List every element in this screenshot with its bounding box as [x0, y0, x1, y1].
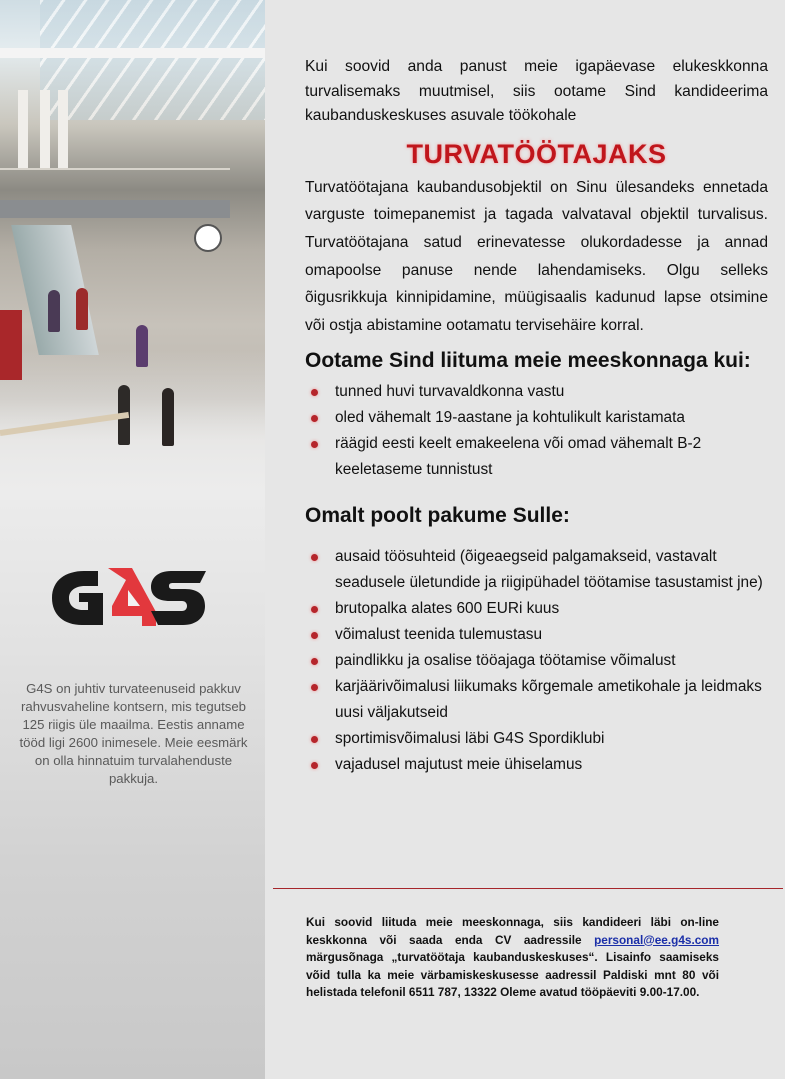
- list-item: [305, 405, 768, 431]
- roof-beam: [0, 48, 265, 58]
- intro-text: Kui soovid anda panust meie igapäevase elukeskkonna turvalisemaks muutmisel, siis ootame Sind kandideerima kaubanduskeskuses asuvale töökohale: [305, 58, 768, 124]
- list-item-text: brutopalka alates 600 EURi kuus: [335, 599, 560, 617]
- bullet-icon: [311, 684, 318, 691]
- clock-icon: [194, 224, 222, 252]
- list-item: [305, 431, 768, 483]
- bullet-icon: [311, 658, 318, 665]
- list-item-text: võimalust teenida tulemustasu: [335, 625, 543, 643]
- sidebar: [0, 0, 265, 1079]
- column: [40, 90, 50, 170]
- column: [58, 90, 68, 170]
- requirements-heading: Ootame Sind liituma meie meeskonnaga kui:: [305, 348, 751, 372]
- column: [18, 90, 28, 170]
- job-title: TURVATÖÖTAJAKS: [406, 138, 667, 169]
- list-item-text: ausaid töösuhteid (õigeaegseid palgamakseid, vastavalt seadusele ületundide ja riigipühadel töötamise tasustamist jne): [335, 547, 763, 591]
- person: [162, 388, 174, 446]
- list-item: [305, 622, 768, 648]
- list-item: [305, 596, 768, 622]
- bullet-icon: [311, 762, 318, 769]
- list-item: [305, 379, 768, 405]
- bullet-icon: [311, 441, 318, 448]
- person: [76, 288, 88, 330]
- bullet-icon: [311, 415, 318, 422]
- company-description: G4S on juhtiv turvateenuseid pakkuv rahvusvaheline kontsern, mis tegutseb 125 riigis üle maailma. Eestis anname tööd ligi 2600 inimesele. Meie eesmärk on olla hinnatuim turvalahenduste pakkuja.: [19, 681, 248, 786]
- list-item-text: vajadusel majutust meie ühiselamus: [335, 755, 583, 773]
- person: [136, 325, 148, 367]
- contact-info: [306, 914, 719, 1002]
- list-item: [305, 752, 768, 778]
- handrail: [0, 412, 129, 436]
- job-posting: [305, 55, 768, 778]
- g4s-logo: [48, 566, 210, 630]
- contact-text: Kui soovid liituda meie meeskonnaga, siis kandideeri läbi on-line keskkonna või saada enda CV aadressile: [306, 915, 719, 947]
- bullet-icon: [311, 606, 318, 613]
- list-item: [305, 726, 768, 752]
- list-item: [305, 544, 768, 596]
- section-divider: [273, 888, 783, 889]
- list-item: [305, 648, 768, 674]
- list-item: [305, 674, 768, 726]
- bullet-icon: [311, 389, 318, 396]
- list-item-text: oled vähemalt 19-aastane ja kohtulikult karistamata: [335, 408, 685, 426]
- email-link[interactable]: personal@ee.g4s.com: [594, 932, 719, 947]
- bullet-icon: [311, 736, 318, 743]
- person: [48, 290, 60, 332]
- glass-roof: [40, 0, 265, 120]
- list-item-text: karjäärivõimalusi liikumaks kõrgemale ametikohale ja leidmaks uusi väljakutseid: [335, 677, 762, 721]
- list-item-text: tunned huvi turvavaldkonna vastu: [335, 382, 565, 400]
- balcony: [0, 200, 230, 218]
- requirements-list: [305, 379, 768, 483]
- list-item-text: räägid eesti keelt emakeelena või omad vähemalt B-2 keeletaseme tunnistust: [335, 434, 702, 478]
- list-item-text: sportimisvõimalusi läbi G4S Spordiklubi: [335, 729, 605, 747]
- job-description: Turvatöötajana kaubandusobjektil on Sinu ülesandeks ennetada varguste toimepanemist ja tagada valvataval objektil turvalisus. Turvatöötajana satud erinevatesse olukordadesse ja annad omapoolse panuse nende lahendamiseks. Olgu selleks õigusrikkuja kinnipidamine, müügisaalis kadunud lapse otsimine või ostja abistamine ootamatu tervisehäire korral.: [305, 178, 768, 335]
- bullet-icon: [311, 554, 318, 561]
- balcony-rail: [0, 168, 230, 170]
- offer-heading: Omalt poolt pakume Sulle:: [305, 503, 570, 527]
- contact-text: märgusõnaga „turvatöötaja kaubanduskeskuses“. Lisainfo saamiseks võid tulla ka meie värbamiskeskusesse aadressil Paldiski mnt 80 või helistada telefonil 6511 787, 13322 Oleme avatud tööpäeviti 9.00-17.00.: [306, 950, 719, 999]
- offer-list: [305, 544, 768, 778]
- bullet-icon: [311, 632, 318, 639]
- mall-photo: [0, 0, 265, 500]
- kiosk: [0, 310, 22, 380]
- list-item-text: paindlikku ja osalise tööajaga töötamise võimalust: [335, 651, 676, 669]
